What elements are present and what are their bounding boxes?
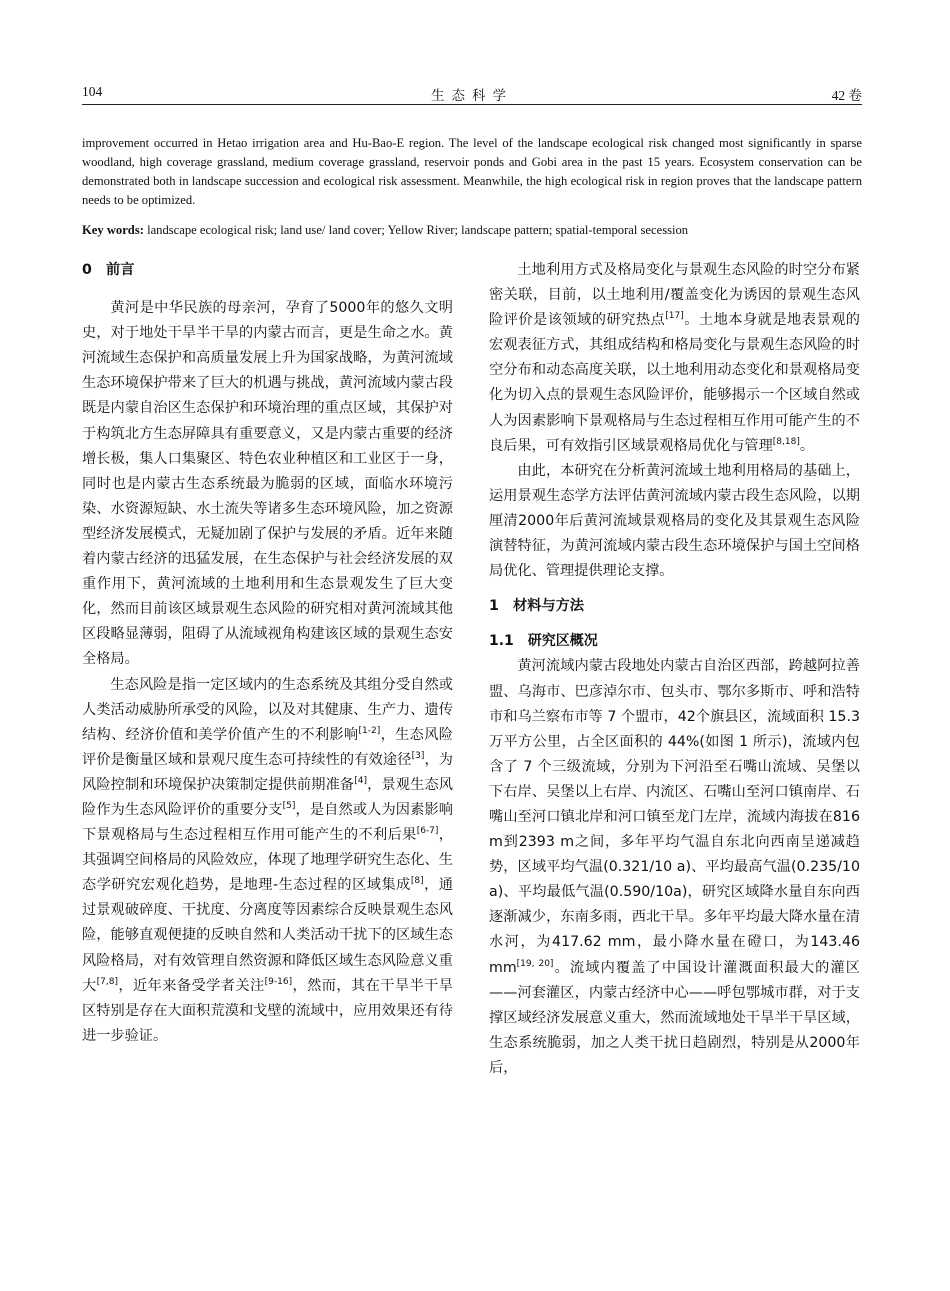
left-column xyxy=(82,258,453,1049)
keywords-label: Key words: xyxy=(82,223,144,237)
keywords xyxy=(82,221,862,240)
header-rule xyxy=(82,104,862,105)
section-heading-intro: 0 前言 xyxy=(82,262,135,278)
right-column xyxy=(489,258,860,1081)
running-header xyxy=(82,84,862,104)
keywords-text: landscape ecological risk; land use/ land cover; Yellow River; landscape pattern; spatial-temporal secession xyxy=(147,223,689,237)
intro-paragraph-2: 生态风险是指一定区域内的生态系统及其组分受自然或人类活动威胁所承受的风险，以及对其健康、生产力、遗传结构、经济价值和美学价值产生的不利影响[1-2]，生态风险评价是衡量区域和景观尺度生态可持续性的有效途径[3]，为风险控制和环境保护决策制定提供前期准备[4]，景观生态风险作为生态风险评价的重要分支[5]，是自然或人为因素影响下景观格局与生态过程相互作用可能产生的不利后果[6-7]，其强调空间格局的风险效应，体现了地理学研究生态化、生态学研究宏观化趋势，是地理-生态过程的区域集成[8]，通过景观破碎度、干扰度、分离度等因素综合反映景观生态风险，能够直观便捷的反映自然和人类活动干扰下的区域生态风险格局，对有效管理自然资源和降低区域生态风险意义重大[7,8]，近年来备受学者关注[9-16]，然而，其在干旱半干旱区特别是存在大面积荒漠和戈壁的流域中，应用效果还有待进一步验证。 xyxy=(82,676,453,1044)
paragraph-study-area: 黄河流域内蒙古段地处内蒙古自治区西部，跨越阿拉善盟、乌海市、巴彦淖尔市、包头市、鄂尔多斯市、呼和浩特市和乌兰察布市等 7 个盟市，42个旗县区，流域面积 15.3 万平方公里，占全区面积的 44%(如图 1 所示)，流域内包含了 7 个三级流域，分别为下河沿至石嘴山流域、吴堡以下右岸、吴堡以上右岸、内流区、石嘴山至河口镇南岸、石嘴山至河口镇北岸和河口镇至龙门左岸，流域内海拔在816 m到2393 m之间，多年平均气温自东北向西南呈递减趋势，区域平均气温(0.321/10 a)、平均最高气温(0.235/10 a)、平均最低气温(0.590/10a)，研究区域降水量自东向西逐渐减少，东南多雨，西北干旱。多年平均最大降水量在清水河，为417.62 mm，最小降水量在磴口，为143.46 mm[19, 20]。流域内覆盖了中国设计灌溉面积最大的灌区——河套灌区，内蒙古经济中心——呼包鄂城市群，对于支撑区域经济发展意义重大，然而流域地处干旱半干旱区域，生态系统脆弱，加之人类干扰日趋剧烈，特别是从2000年后， xyxy=(489,658,860,1076)
citation: [19, 20] xyxy=(516,958,554,969)
page-number: 104 xyxy=(82,84,103,99)
paragraph-land-use: 土地利用方式及格局变化与景观生态风险的时空分布紧密关联，目前，以土地利用/覆盖变化为诱因的景观生态风险评价是该领域的研究热点[17]。土地本身就是地表景观的宏观表征方式，其组成结构和格局变化与景观生态风险的时空分布和动态高度关联，以土地利用动态变化和景观格局变化为切入点的景观生态风险评价，能够揭示一个区域自然或人为因素影响下景观格局与生态过程相互作用可能产生的不良后果，可有效指引区域景观格局优化与管理[8,18]。 xyxy=(489,262,860,454)
citation: [4] xyxy=(354,775,367,786)
citation: [1-2] xyxy=(358,725,381,736)
journal-title: 生态科学 xyxy=(431,88,513,103)
citation: [17] xyxy=(665,311,684,322)
volume-label: 42 卷 xyxy=(831,88,862,103)
abstract-text: improvement occurred in Hetao irrigation area and Hu-Bao-E region. The level of the landscape ecological risk changed most significantly in sparse woodland, high coverage grassland, medium coverage grassland, reservoir ponds and Gobi area in the past 15 years. Ecosystem conservation can be demonstrated both in landscape succession and ecological risk assessment. Meanwhile, the high ecological risk in region proves that the landscape pattern needs to be optimized. xyxy=(82,136,862,207)
citation: [7,8] xyxy=(96,976,118,987)
citation: [8,18] xyxy=(772,436,800,447)
citation: [9-16] xyxy=(264,976,293,987)
subsection-heading-study-area: 1.1 研究区概况 xyxy=(489,633,598,650)
citation: [3] xyxy=(411,750,425,761)
paragraph-objective: 由此，本研究在分析黄河流域土地利用格局的基础上，运用景观生态学方法评估黄河流域内蒙古段生态风险，以期厘清2000年后黄河流域景观格局的变化及其景观生态风险演替特征，为黄河流域内蒙古段生态环境保护与国土空间格局优化、管理提供理论支撑。 xyxy=(489,462,860,580)
citation: [8] xyxy=(410,876,424,887)
section-heading-methods: 1 材料与方法 xyxy=(489,598,584,615)
citation: [5] xyxy=(282,800,296,811)
citation: [6-7] xyxy=(416,826,439,837)
intro-paragraph-1: 黄河是中华民族的母亲河，孕育了5000年的悠久文明史，对于地处干旱半干旱的内蒙古而言，更是生命之水。黄河流域生态保护和高质量发展上升为国家战略，为黄河流域生态环境保护带来了巨大的机遇与挑战，黄河流域内蒙古段既是内蒙自治区生态保护和环境治理的重点区域，其保护对于构筑北方生态屏障具有重要意义，又是内蒙古重要的经济增长极，集人口集聚区、特色农业种植区和工业区于一身，同时也是内蒙古生态系统最为脆弱的区域，面临水环境污染、水资源短缺、水土流失等诸多生态环境风险，加之资源型经济发展模式，无疑加剧了保护与发展的矛盾。近年来随着内蒙古经济的迅猛发展，在生态保护与社会经济发展的双重作用下，黄河流域的土地利用和生态景观发生了巨大变化，然而目前该区域景观生态风险的研究相对黄河流域其他区段略显薄弱，阻碍了从流域视角构建该区域的景观生态安全格局。 xyxy=(82,300,453,668)
